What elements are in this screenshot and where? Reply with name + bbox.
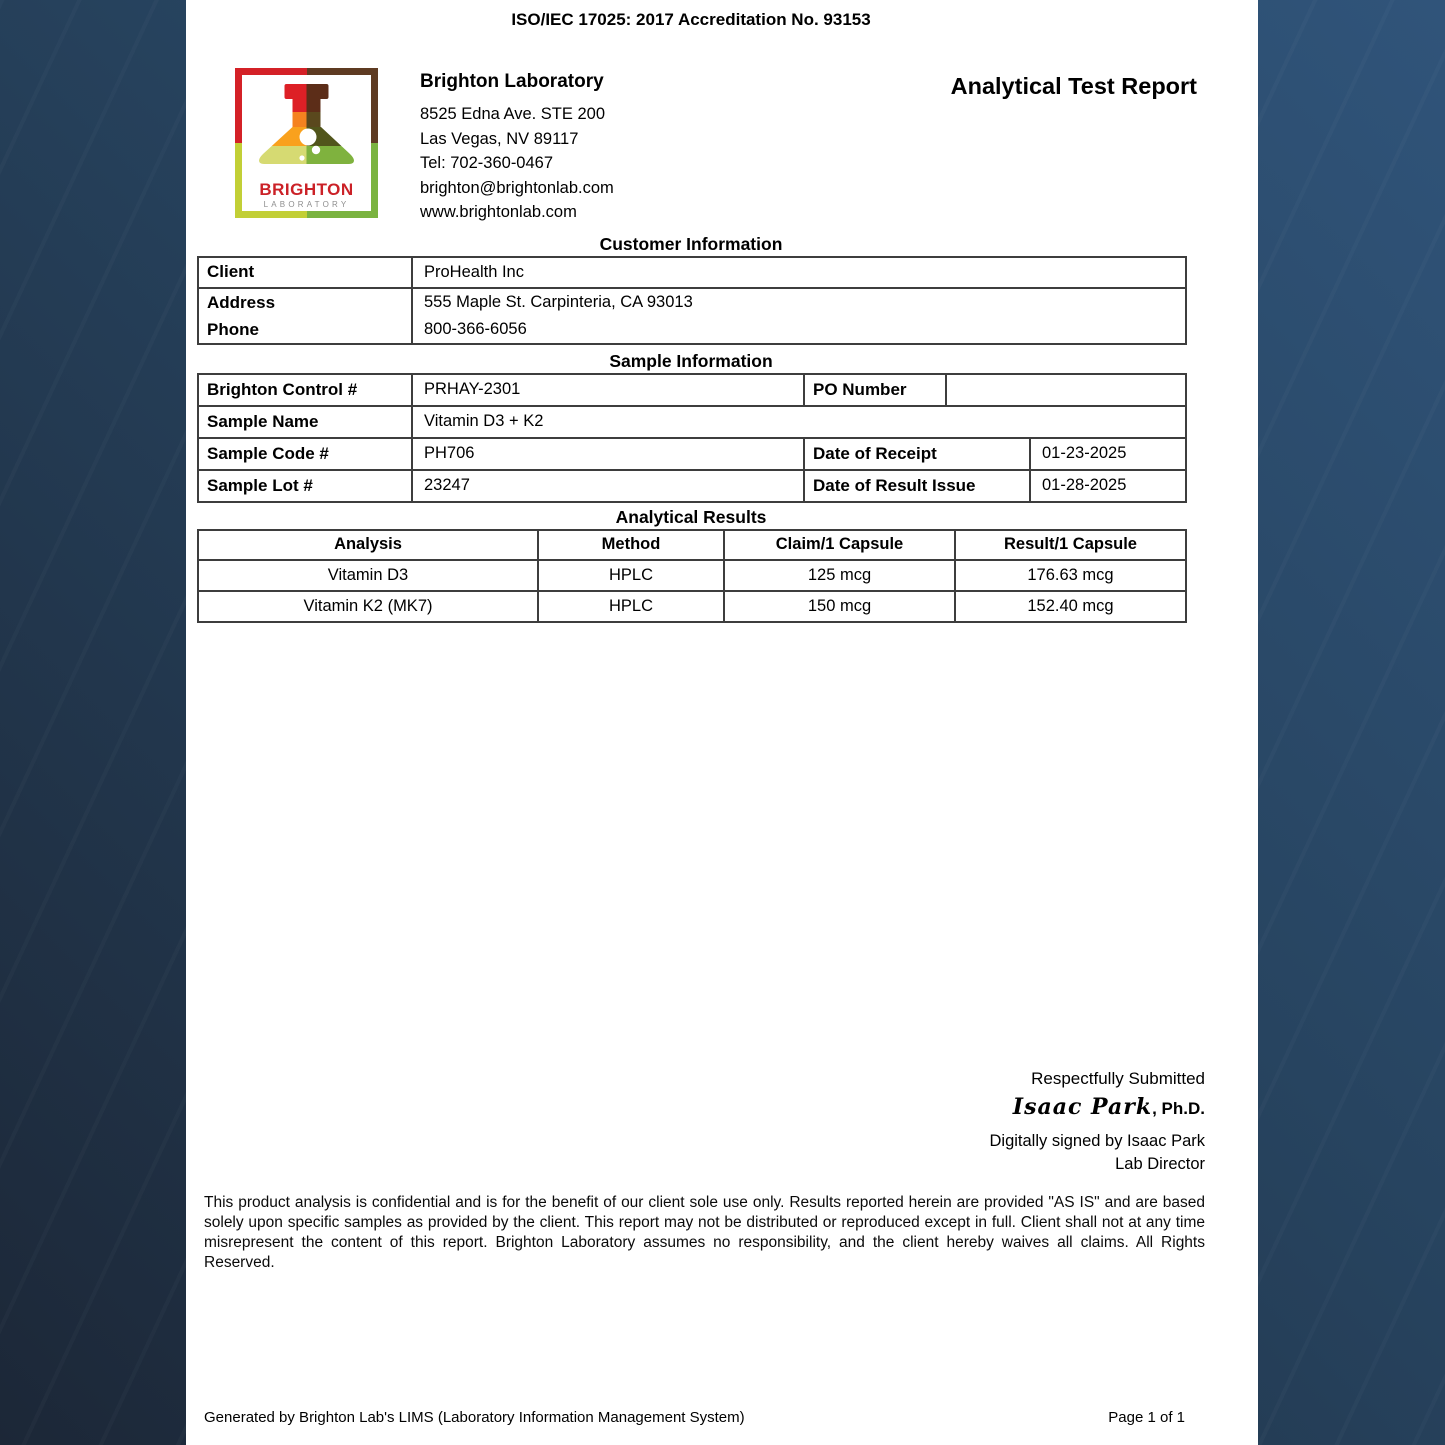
analysis-cell: Vitamin K2 (MK7): [198, 591, 538, 622]
lab-phone: Tel: 702-360-0467: [420, 154, 554, 173]
address-label: Address: [207, 292, 276, 312]
customer-info-table: [197, 256, 1187, 345]
table-row: [198, 288, 1186, 344]
lab-name: Brighton Laboratory: [420, 71, 604, 92]
lab-contact-block: [420, 68, 614, 225]
report-page: [186, 0, 1258, 1445]
respectfully-submitted-text: Respectfully Submitted: [1031, 1068, 1205, 1088]
table-row: [198, 470, 1186, 502]
address-value: 555 Maple St. Carpinteria, CA 93013: [424, 292, 693, 311]
control-number-label: Brighton Control #: [198, 374, 412, 406]
claim-cell: 150 mcg: [724, 591, 955, 622]
page-number: Page 1 of 1: [1108, 1409, 1185, 1426]
date-of-receipt-label: Date of Receipt: [804, 438, 1030, 470]
client-label: Client: [198, 257, 412, 288]
address-phone-label: [198, 288, 412, 344]
signature-suffix: , Ph.D.: [1152, 1098, 1205, 1118]
sample-code-value: PH706: [412, 438, 804, 470]
flask-logo-icon: [235, 68, 378, 218]
date-of-result-issue-label: Date of Result Issue: [804, 470, 1030, 502]
analytical-results-table: [197, 529, 1187, 623]
lab-address-line1: 8525 Edna Ave. STE 200: [420, 105, 606, 123]
sample-lot-value: 23247: [412, 470, 804, 502]
disclaimer-text: This product analysis is confidential and is for the benefit of our client sole use only. Results reported herein are provided "AS IS" and are based solely upon specific samples as provided by the client. This report may not be distributed or reproduced except in full. Client shall not at any time misrepresent the content of this report. Brighton Laboratory assumes no responsibility, and the client hereby waives all claims. All Rights Reserved.: [204, 1193, 1205, 1271]
table-row: [198, 560, 1186, 591]
claim-cell: 125 mcg: [724, 560, 955, 591]
result-cell: 152.40 mcg: [955, 591, 1186, 622]
accreditation-text: ISO/IEC 17025: 2017 Accreditation No. 93153: [511, 10, 871, 29]
lab-address-line2: Las Vegas, NV 89117: [420, 129, 579, 148]
client-value: ProHealth Inc: [412, 257, 1186, 288]
table-row: [198, 257, 1186, 288]
table-row: [198, 591, 1186, 622]
method-cell: HPLC: [538, 560, 724, 591]
results-header-row: [198, 530, 1186, 560]
address-phone-value: [412, 288, 1186, 344]
report-title: Analytical Test Report: [950, 73, 1197, 99]
phone-label: Phone: [207, 319, 259, 339]
logo-brand-text: BRIGHTON: [259, 180, 354, 199]
page-footer: [204, 1409, 1185, 1426]
lab-logo: [235, 68, 378, 218]
report-header: [197, 68, 1205, 225]
section-title-analytical-results: Analytical Results: [615, 506, 767, 527]
po-number-label: PO Number: [804, 374, 946, 406]
sample-code-label: Sample Code #: [198, 438, 412, 470]
lab-email: brighton@brightonlab.com: [420, 178, 614, 197]
date-of-result-issue-value: 01-28-2025: [1030, 470, 1186, 502]
date-of-receipt-value: 01-23-2025: [1030, 438, 1186, 470]
sample-info-table: [197, 373, 1187, 503]
table-row: [198, 374, 1186, 406]
lab-director-title: Lab Director: [1115, 1154, 1205, 1173]
method-cell: HPLC: [538, 591, 724, 622]
sample-name-label: Sample Name: [198, 406, 412, 438]
analysis-cell: Vitamin D3: [198, 560, 538, 591]
signature-block: [197, 1068, 1205, 1176]
section-title-sample-information: Sample Information: [609, 350, 773, 371]
digitally-signed-text: Digitally signed by Isaac Park: [989, 1131, 1205, 1150]
sample-name-value: Vitamin D3 + K2: [412, 406, 1186, 438]
control-number-value: PRHAY-2301: [412, 374, 804, 406]
column-header-analysis: Analysis: [198, 530, 538, 560]
table-row: [198, 406, 1186, 438]
result-cell: 176.63 mcg: [955, 560, 1186, 591]
column-header-method: Method: [538, 530, 724, 560]
section-title-customer-information: Customer Information: [599, 233, 783, 254]
logo-sub-text: LABORATORY: [263, 200, 350, 209]
phone-value: 800-366-6056: [424, 319, 527, 338]
sample-lot-label: Sample Lot #: [198, 470, 412, 502]
signature-script: Isaac Park: [1012, 1093, 1153, 1120]
column-header-claim: Claim/1 Capsule: [724, 530, 955, 560]
signatory-name: [197, 1094, 1205, 1123]
generated-by-text: Generated by Brighton Lab's LIMS (Laboratory Information Management System): [204, 1409, 745, 1426]
table-row: [198, 438, 1186, 470]
po-number-value: [946, 374, 1186, 406]
lab-website: www.brightonlab.com: [420, 203, 577, 222]
column-header-result: Result/1 Capsule: [955, 530, 1186, 560]
